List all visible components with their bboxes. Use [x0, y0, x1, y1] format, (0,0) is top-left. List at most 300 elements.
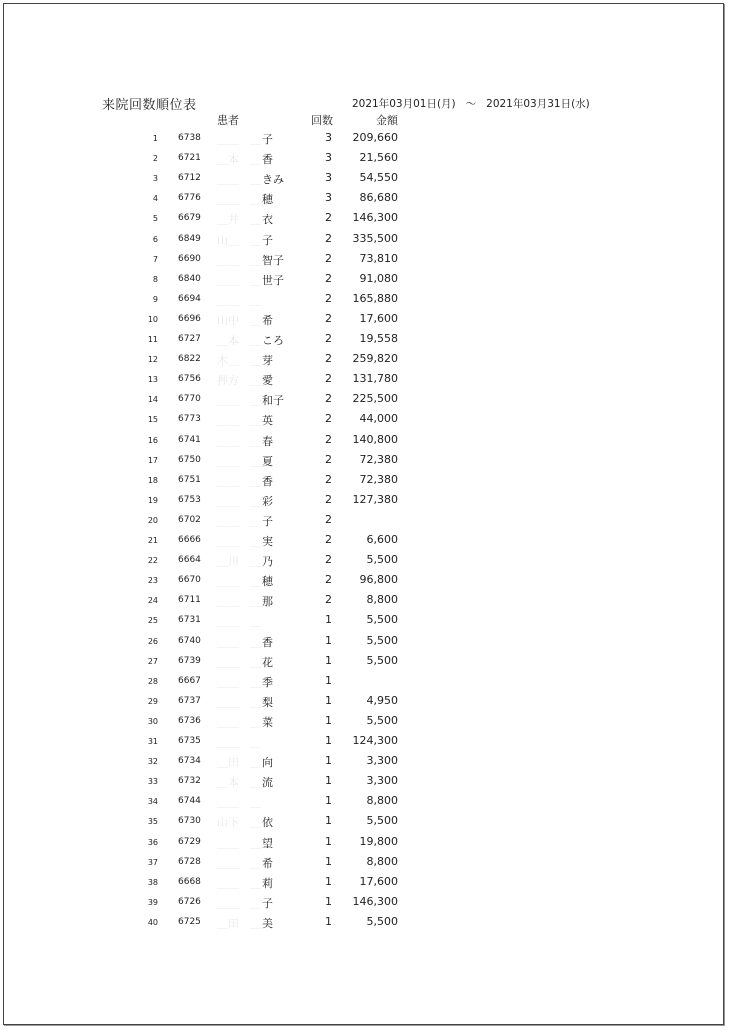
patient-id-cell: 6711: [178, 595, 201, 606]
amount-cell: 5,500: [366, 713, 398, 727]
patient-surname-redacted: ＿＿: [217, 675, 239, 688]
amount-cell: 5,500: [366, 633, 398, 647]
rank-cell: 24: [147, 596, 158, 606]
patient-given-name-visible: きみ: [262, 173, 284, 187]
patient-given-name-redacted: ＿: [250, 394, 261, 407]
patient-given-name-redacted: ＿: [250, 133, 261, 145]
visit-count-cell: 2: [325, 472, 332, 486]
table-row: [0, 674, 729, 694]
patient-surname-redacted: ＿本: [217, 153, 239, 166]
rank-cell: 28: [147, 676, 158, 686]
rank-cell: 13: [147, 375, 158, 385]
visit-count-cell: 2: [325, 231, 332, 245]
patient-id-cell: 6696: [178, 313, 201, 324]
patient-surname-redacted: ＿＿: [217, 575, 239, 588]
rank-cell: 4: [152, 194, 158, 204]
rank-cell: 36: [147, 837, 158, 847]
visit-count-cell: 1: [325, 673, 332, 687]
patient-id-cell: 6702: [178, 514, 201, 525]
patient-id-cell: 6725: [178, 916, 201, 927]
rank-cell: 2: [152, 154, 158, 164]
patient-given-name-redacted: ＿: [250, 273, 261, 286]
patient-surname-redacted: ＿本: [217, 776, 239, 789]
amount-cell: 96,800: [359, 573, 398, 587]
visit-count-cell: 1: [325, 734, 332, 747]
patient-id-cell: 6721: [178, 153, 201, 164]
patient-given-name-visible: 子: [262, 133, 273, 146]
patient-given-name-redacted: ＿: [250, 213, 261, 226]
table-row: [0, 392, 729, 412]
visit-count-cell: 1: [325, 713, 332, 727]
table-row: [0, 734, 729, 754]
visit-count-cell: 2: [325, 412, 332, 426]
patient-given-name-redacted: ＿: [250, 796, 261, 809]
rank-cell: 21: [147, 536, 158, 545]
patient-id-cell: 6731: [178, 615, 201, 626]
patient-given-name-redacted: ＿: [250, 434, 261, 447]
amount-cell: 5,500: [366, 814, 398, 828]
amount-cell: 140,800: [352, 432, 398, 446]
patient-given-name-redacted: ＿: [250, 635, 261, 648]
rank-cell: 8: [152, 274, 158, 284]
visit-count-cell: 3: [325, 191, 332, 205]
visit-count-cell: 2: [325, 352, 332, 366]
patient-given-name-visible: 子: [262, 896, 273, 910]
patient-given-name-redacted: ＿: [250, 535, 261, 547]
table-row: [0, 232, 729, 252]
table-row: [0, 855, 729, 875]
patient-id-cell: 6840: [178, 273, 201, 284]
patient-id-cell: 6670: [178, 575, 201, 586]
visit-count-cell: 1: [325, 653, 332, 667]
patient-id-cell: 6737: [178, 695, 201, 706]
patient-surname-redacted: 山＿: [217, 233, 239, 246]
visit-count-cell: 1: [325, 754, 332, 768]
patient-id-cell: 6750: [178, 454, 201, 465]
patient-given-name-visible: 芽: [262, 354, 273, 368]
rank-cell: 7: [152, 254, 158, 264]
rank-cell: 9: [152, 294, 158, 304]
patient-given-name-visible: 依: [262, 816, 273, 830]
patient-given-name-redacted: ＿: [250, 193, 261, 206]
patient-surname-redacted: 山下: [217, 816, 239, 829]
amount-cell: 19,800: [359, 834, 398, 848]
patient-surname-redacted: ＿＿: [217, 293, 239, 306]
amount-cell: 146,300: [352, 894, 398, 908]
patient-surname-redacted: ＿＿: [217, 635, 239, 648]
table-row: [0, 875, 729, 895]
patient-given-name-redacted: ＿: [250, 334, 261, 346]
visit-count-cell: 2: [325, 593, 332, 607]
amount-cell: 8,800: [366, 593, 398, 607]
patient-given-name-visible: 子: [262, 514, 273, 528]
visit-count-cell: 1: [325, 834, 332, 848]
patient-given-name-visible: 和子: [262, 394, 284, 408]
patient-given-name-visible: 夏: [262, 454, 273, 468]
rank-cell: 3: [152, 174, 158, 184]
patient-given-name-redacted: ＿: [250, 474, 261, 487]
patient-given-name-visible: 莉: [262, 876, 273, 890]
patient-id-cell: 6741: [178, 434, 201, 445]
amount-cell: 165,880: [352, 291, 398, 305]
rank-cell: 12: [147, 355, 158, 365]
patient-given-name-visible: 望: [262, 836, 273, 850]
visit-count-cell: 1: [325, 633, 332, 647]
amount-cell: 335,500: [352, 231, 398, 245]
patient-id-cell: 6726: [178, 896, 201, 907]
patient-id-cell: 6736: [178, 715, 201, 726]
patient-surname-redacted: ＿＿: [217, 695, 239, 708]
patient-id-cell: 6728: [178, 856, 201, 867]
table-row: [0, 513, 729, 533]
amount-cell: 225,500: [352, 392, 398, 406]
patient-given-name-visible: 希: [262, 313, 273, 327]
patient-id-cell: 6776: [178, 193, 201, 204]
patient-surname-redacted: 山中: [217, 313, 239, 326]
visit-count-cell: 2: [325, 211, 332, 225]
date-range-separator: ～: [465, 98, 477, 110]
rank-cell: 31: [147, 737, 158, 746]
patient-given-name-visible: 菜: [262, 715, 273, 729]
patient-surname-redacted: ＿＿: [217, 796, 239, 809]
rank-cell: 34: [147, 797, 158, 807]
amount-cell: 146,300: [352, 211, 398, 225]
patient-id-cell: 6668: [178, 876, 201, 887]
patient-surname-redacted: ＿＿: [217, 394, 239, 407]
rank-cell: 6: [152, 234, 158, 244]
patient-id-cell: 6679: [178, 213, 201, 224]
patient-given-name-redacted: ＿: [250, 313, 261, 326]
amount-cell: 17,600: [359, 311, 398, 325]
patient-id-cell: 6666: [178, 535, 201, 545]
rank-cell: 16: [147, 435, 158, 445]
visit-count-cell: 1: [325, 894, 332, 908]
patient-given-name-redacted: ＿: [250, 494, 261, 507]
table-row: [0, 252, 729, 272]
patient-given-name-visible: 子: [262, 233, 273, 247]
visit-count-cell: 3: [325, 151, 332, 165]
amount-cell: 124,300: [352, 734, 398, 747]
amount-cell: 3,300: [366, 774, 398, 788]
patient-surname-redacted: ＿＿: [217, 736, 239, 748]
table-row: [0, 473, 729, 493]
rank-cell: 39: [147, 897, 158, 907]
patient-given-name-redacted: ＿: [250, 876, 261, 889]
patient-id-cell: 6751: [178, 474, 201, 485]
patient-given-name-redacted: ＿: [250, 595, 261, 608]
table-row: [0, 453, 729, 473]
patient-id-cell: 6773: [178, 414, 201, 425]
patient-surname-redacted: ＿＿: [217, 876, 239, 889]
amount-cell: 5,500: [366, 653, 398, 667]
patient-surname-redacted: ＿＿: [217, 133, 239, 145]
amount-cell: 21,560: [359, 151, 398, 165]
rank-cell: 33: [147, 777, 158, 787]
patient-given-name-visible: 世子: [262, 273, 284, 287]
patient-given-name-redacted: ＿: [250, 856, 261, 869]
patient-id-cell: 6664: [178, 555, 201, 566]
amount-cell: 44,000: [359, 412, 398, 426]
patient-surname-redacted: ＿＿: [217, 494, 239, 507]
column-header-count: 回数: [311, 114, 333, 127]
patient-given-name-visible: 梨: [262, 695, 273, 709]
patient-surname-redacted: ＿＿: [217, 856, 239, 869]
patient-surname-redacted: ＿田: [217, 756, 239, 769]
table-row: [0, 895, 729, 915]
rank-cell: 22: [147, 556, 158, 566]
visit-count-cell: 1: [325, 613, 332, 627]
patient-given-name-visible: 美: [262, 916, 273, 930]
patient-id-cell: 6770: [178, 394, 201, 405]
patient-id-cell: 6756: [178, 374, 201, 385]
amount-cell: 8,800: [366, 854, 398, 868]
patient-surname-redacted: ＿＿: [217, 535, 239, 547]
patient-given-name-redacted: ＿: [250, 454, 261, 467]
amount-cell: 72,380: [359, 472, 398, 486]
patient-surname-redacted: ＿＿: [217, 715, 239, 728]
rank-cell: 20: [147, 515, 158, 525]
visit-count-cell: 2: [325, 573, 332, 587]
rank-cell: 14: [147, 395, 158, 405]
visit-count-cell: 2: [325, 512, 332, 526]
patient-given-name-visible: 英: [262, 414, 273, 428]
visit-count-cell: 2: [325, 452, 332, 466]
column-header-amount: 金額: [376, 114, 398, 127]
table-row: [0, 171, 729, 191]
rank-cell: 1: [152, 134, 158, 143]
visit-count-cell: 2: [325, 271, 332, 285]
patient-id-cell: 6730: [178, 816, 201, 827]
table-row: [0, 332, 729, 352]
rank-cell: 10: [147, 314, 158, 324]
patient-id-cell: 6744: [178, 796, 201, 807]
patient-given-name-visible: 向: [262, 756, 273, 770]
visit-count-cell: 2: [325, 553, 332, 567]
amount-cell: 54,550: [359, 171, 398, 185]
table-row: [0, 533, 729, 553]
patient-surname-redacted: ＿本: [217, 334, 239, 346]
patient-given-name-visible: 乃: [262, 555, 273, 569]
patient-given-name-redacted: ＿: [250, 414, 261, 427]
table-row: [0, 151, 729, 171]
table-row: [0, 613, 729, 633]
visit-count-cell: 1: [325, 693, 332, 707]
patient-given-name-redacted: ＿: [250, 916, 261, 929]
visit-count-cell: 1: [325, 854, 332, 868]
patient-id-cell: 6694: [178, 293, 201, 304]
patient-id-cell: 6732: [178, 776, 201, 787]
patient-given-name-redacted: ＿: [250, 615, 261, 628]
patient-surname-redacted: ＿井: [217, 213, 239, 226]
patient-given-name-visible: 穂: [262, 193, 273, 207]
visit-count-cell: 3: [325, 171, 332, 185]
rank-cell: 30: [147, 716, 158, 726]
rank-cell: 19: [147, 495, 158, 505]
visit-count-cell: 2: [325, 311, 332, 325]
patient-given-name-redacted: ＿: [250, 736, 261, 748]
patient-given-name-visible: 香: [262, 635, 273, 649]
table-row: [0, 372, 729, 392]
patient-given-name-visible: 香: [262, 153, 273, 167]
visit-count-cell: 2: [325, 251, 332, 265]
rank-cell: 25: [147, 616, 158, 626]
patient-id-cell: 6738: [178, 133, 201, 143]
patient-surname-redacted: ＿＿: [217, 896, 239, 909]
patient-given-name-redacted: ＿: [250, 293, 261, 306]
rank-cell: 32: [147, 757, 158, 767]
amount-cell: 259,820: [352, 352, 398, 366]
patient-given-name-visible: 穂: [262, 575, 273, 589]
table-row: [0, 774, 729, 794]
patient-given-name-visible: 衣: [262, 213, 273, 227]
rank-cell: 23: [147, 576, 158, 586]
table-row: [0, 292, 729, 312]
patient-given-name-redacted: ＿: [250, 253, 261, 266]
patient-id-cell: 6849: [178, 233, 201, 244]
patient-given-name-redacted: ＿: [250, 153, 261, 166]
patient-given-name-redacted: ＿: [250, 715, 261, 728]
visit-count-cell: 2: [325, 533, 332, 546]
patient-given-name-visible: 流: [262, 776, 273, 790]
rank-cell: 26: [147, 636, 158, 646]
rank-cell: 38: [147, 877, 158, 887]
visit-count-cell: 2: [325, 432, 332, 446]
amount-cell: 131,780: [352, 372, 398, 386]
patient-id-cell: 6712: [178, 173, 201, 184]
table-row: [0, 131, 729, 151]
patient-given-name-redacted: ＿: [250, 354, 261, 367]
table-row: [0, 794, 729, 814]
visit-count-cell: 1: [325, 874, 332, 888]
patient-given-name-visible: 季: [262, 675, 273, 689]
visit-count-cell: 1: [325, 914, 332, 928]
patient-given-name-redacted: ＿: [250, 695, 261, 708]
rank-cell: 15: [147, 415, 158, 425]
table-row: [0, 814, 729, 834]
amount-cell: 209,660: [352, 131, 398, 144]
patient-surname-redacted: 押方: [217, 374, 239, 387]
patient-given-name-redacted: ＿: [250, 575, 261, 588]
patient-surname-redacted: ＿＿: [217, 836, 239, 849]
amount-cell: 5,500: [366, 914, 398, 928]
patient-surname-redacted: ＿＿: [217, 434, 239, 447]
patient-given-name-redacted: ＿: [250, 896, 261, 909]
visit-count-cell: 1: [325, 774, 332, 788]
table-row: [0, 754, 729, 774]
patient-id-cell: 6735: [178, 736, 201, 746]
visit-count-cell: 2: [325, 492, 332, 506]
patient-id-cell: 6753: [178, 494, 201, 505]
patient-surname-redacted: ＿＿: [217, 173, 239, 186]
patient-given-name-visible: 那: [262, 595, 273, 609]
patient-given-name-visible: 花: [262, 655, 273, 669]
visit-count-cell: 1: [325, 794, 332, 808]
column-header-patient: 患者: [217, 114, 239, 127]
rank-cell: 29: [147, 696, 158, 706]
patient-given-name-redacted: ＿: [250, 173, 261, 186]
amount-cell: 127,380: [352, 492, 398, 506]
patient-given-name-redacted: ＿: [250, 675, 261, 688]
date-to: 2021年03月31日(水): [486, 98, 590, 110]
amount-cell: 4,950: [366, 693, 398, 707]
patient-surname-redacted: ＿＿: [217, 474, 239, 487]
patient-surname-redacted: ＿田: [217, 916, 239, 929]
amount-cell: 8,800: [366, 794, 398, 808]
patient-id-cell: 6734: [178, 756, 201, 767]
patient-surname-redacted: ＿＿: [217, 655, 239, 668]
amount-cell: 19,558: [359, 332, 398, 345]
patient-surname-redacted: ＿＿: [217, 595, 239, 608]
table-row: [0, 312, 729, 332]
patient-given-name-visible: 彩: [262, 494, 273, 508]
rank-cell: 35: [147, 817, 158, 827]
table-row: [0, 654, 729, 674]
table-row: [0, 915, 729, 935]
patient-surname-redacted: ＿＿: [217, 454, 239, 467]
patient-given-name-visible: 愛: [262, 374, 273, 388]
patient-given-name-visible: 春: [262, 434, 273, 448]
table-row: [0, 272, 729, 292]
table-row: [0, 191, 729, 211]
patient-id-cell: 6667: [178, 675, 201, 686]
visit-count-cell: 2: [325, 372, 332, 386]
patient-given-name-visible: 智子: [262, 253, 284, 267]
patient-given-name-visible: ころ: [262, 334, 284, 347]
patient-id-cell: 6729: [178, 836, 201, 847]
table-row: [0, 493, 729, 513]
rank-cell: 40: [147, 917, 158, 927]
amount-cell: 6,600: [366, 533, 398, 546]
patient-surname-redacted: 木＿: [217, 354, 239, 367]
patient-surname-redacted: ＿＿: [217, 253, 239, 266]
patient-id-cell: 6727: [178, 334, 201, 344]
table-row: [0, 835, 729, 855]
table-row: [0, 412, 729, 432]
table-row: [0, 433, 729, 453]
patient-surname-redacted: ＿＿: [217, 615, 239, 628]
patient-surname-redacted: ＿＿: [217, 414, 239, 427]
visit-count-cell: 2: [325, 332, 332, 345]
rank-cell: 37: [147, 857, 158, 867]
amount-cell: 3,300: [366, 754, 398, 768]
visit-count-cell: 1: [325, 814, 332, 828]
patient-given-name-visible: 実: [262, 535, 273, 548]
amount-cell: 86,680: [359, 191, 398, 205]
table-row: [0, 694, 729, 714]
patient-given-name-redacted: ＿: [250, 655, 261, 668]
patient-given-name-redacted: ＿: [250, 836, 261, 849]
table-row: [0, 352, 729, 372]
table-row: [0, 211, 729, 231]
date-from: 2021年03月01日(月): [352, 98, 456, 110]
patient-given-name-redacted: ＿: [250, 233, 261, 246]
patient-surname-redacted: ＿＿: [217, 514, 239, 527]
patient-given-name-redacted: ＿: [250, 756, 261, 769]
rank-cell: 17: [147, 455, 158, 465]
patient-id-cell: 6690: [178, 253, 201, 264]
table-row: [0, 714, 729, 734]
patient-given-name-redacted: ＿: [250, 555, 261, 568]
patient-given-name-redacted: ＿: [250, 374, 261, 387]
patient-id-cell: 6822: [178, 354, 201, 365]
amount-cell: 73,810: [359, 251, 398, 265]
patient-id-cell: 6740: [178, 635, 201, 646]
table-row: [0, 573, 729, 593]
amount-cell: 5,500: [366, 613, 398, 627]
patient-surname-redacted: ＿＿: [217, 193, 239, 206]
visit-count-cell: 2: [325, 291, 332, 305]
patient-given-name-redacted: ＿: [250, 816, 261, 829]
